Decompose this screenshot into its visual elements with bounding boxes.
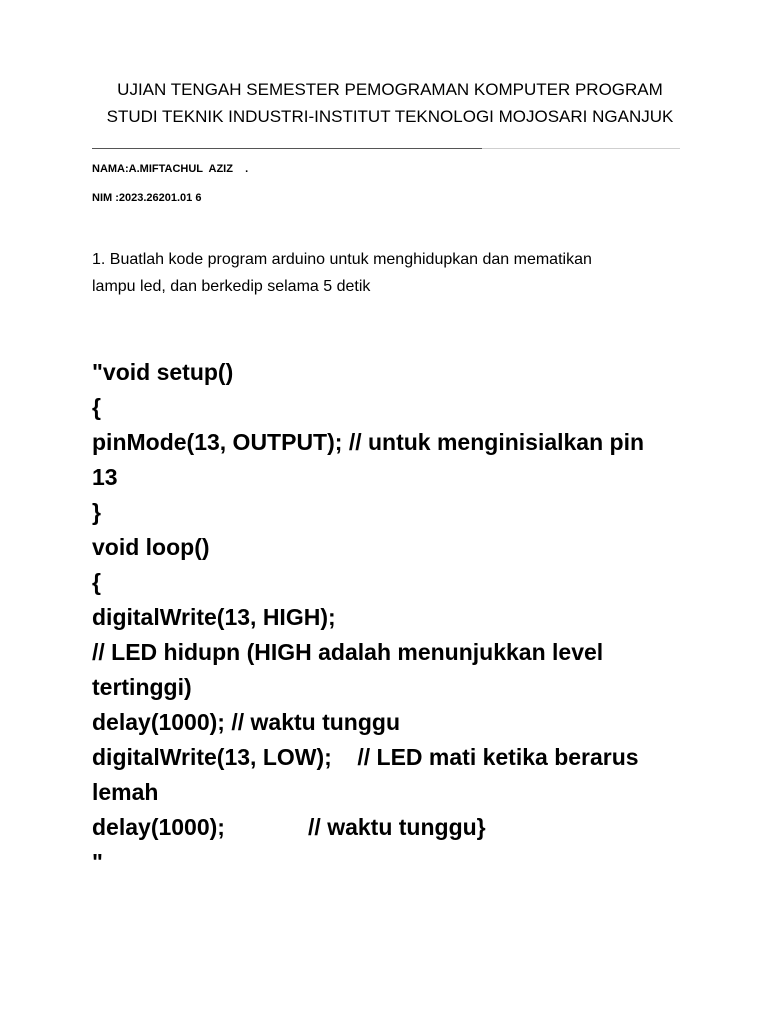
code-line: "void setup() bbox=[92, 359, 234, 385]
question-line-2: lampu led, dan berkedip selama 5 detik bbox=[92, 278, 371, 295]
question-line-1: 1. Buatlah kode program arduino untuk menghidupkan dan mematikan bbox=[92, 251, 592, 268]
code-line: 13 bbox=[92, 464, 118, 490]
header-divider bbox=[92, 148, 680, 149]
code-line: { bbox=[92, 394, 101, 420]
code-line: } bbox=[92, 499, 101, 525]
code-line: pinMode(13, OUTPUT); // untuk menginisialkan pin bbox=[92, 429, 645, 455]
question-text bbox=[92, 246, 712, 300]
code-line: { bbox=[92, 569, 101, 595]
code-line: digitalWrite(13, LOW); // LED mati ketika berarus bbox=[92, 744, 639, 770]
student-name: NAMA:A.MIFTACHUL AZIZ . bbox=[92, 163, 249, 175]
document-title bbox=[60, 76, 720, 130]
title-line-1: UJIAN TENGAH SEMESTER PEMOGRAMAN KOMPUTER PROGRAM bbox=[117, 80, 663, 99]
code-line: tertinggi) bbox=[92, 674, 192, 700]
student-nim: NIM :2023.26201.01 6 bbox=[92, 192, 202, 204]
code-line: delay(1000); // waktu tunggu bbox=[92, 709, 400, 735]
code-block bbox=[92, 355, 732, 880]
title-line-2: STUDI TEKNIK INDUSTRI-INSTITUT TEKNOLOGI MOJOSARI NGANJUK bbox=[106, 107, 674, 126]
code-line: digitalWrite(13, HIGH); bbox=[92, 604, 336, 630]
code-line: lemah bbox=[92, 779, 159, 805]
code-line: " bbox=[92, 849, 103, 875]
header-divider-accent bbox=[92, 148, 482, 149]
code-line: // LED hidupn (HIGH adalah menunjukkan level bbox=[92, 639, 604, 665]
code-line: void loop() bbox=[92, 534, 210, 560]
code-line: delay(1000); // waktu tunggu} bbox=[92, 814, 486, 840]
